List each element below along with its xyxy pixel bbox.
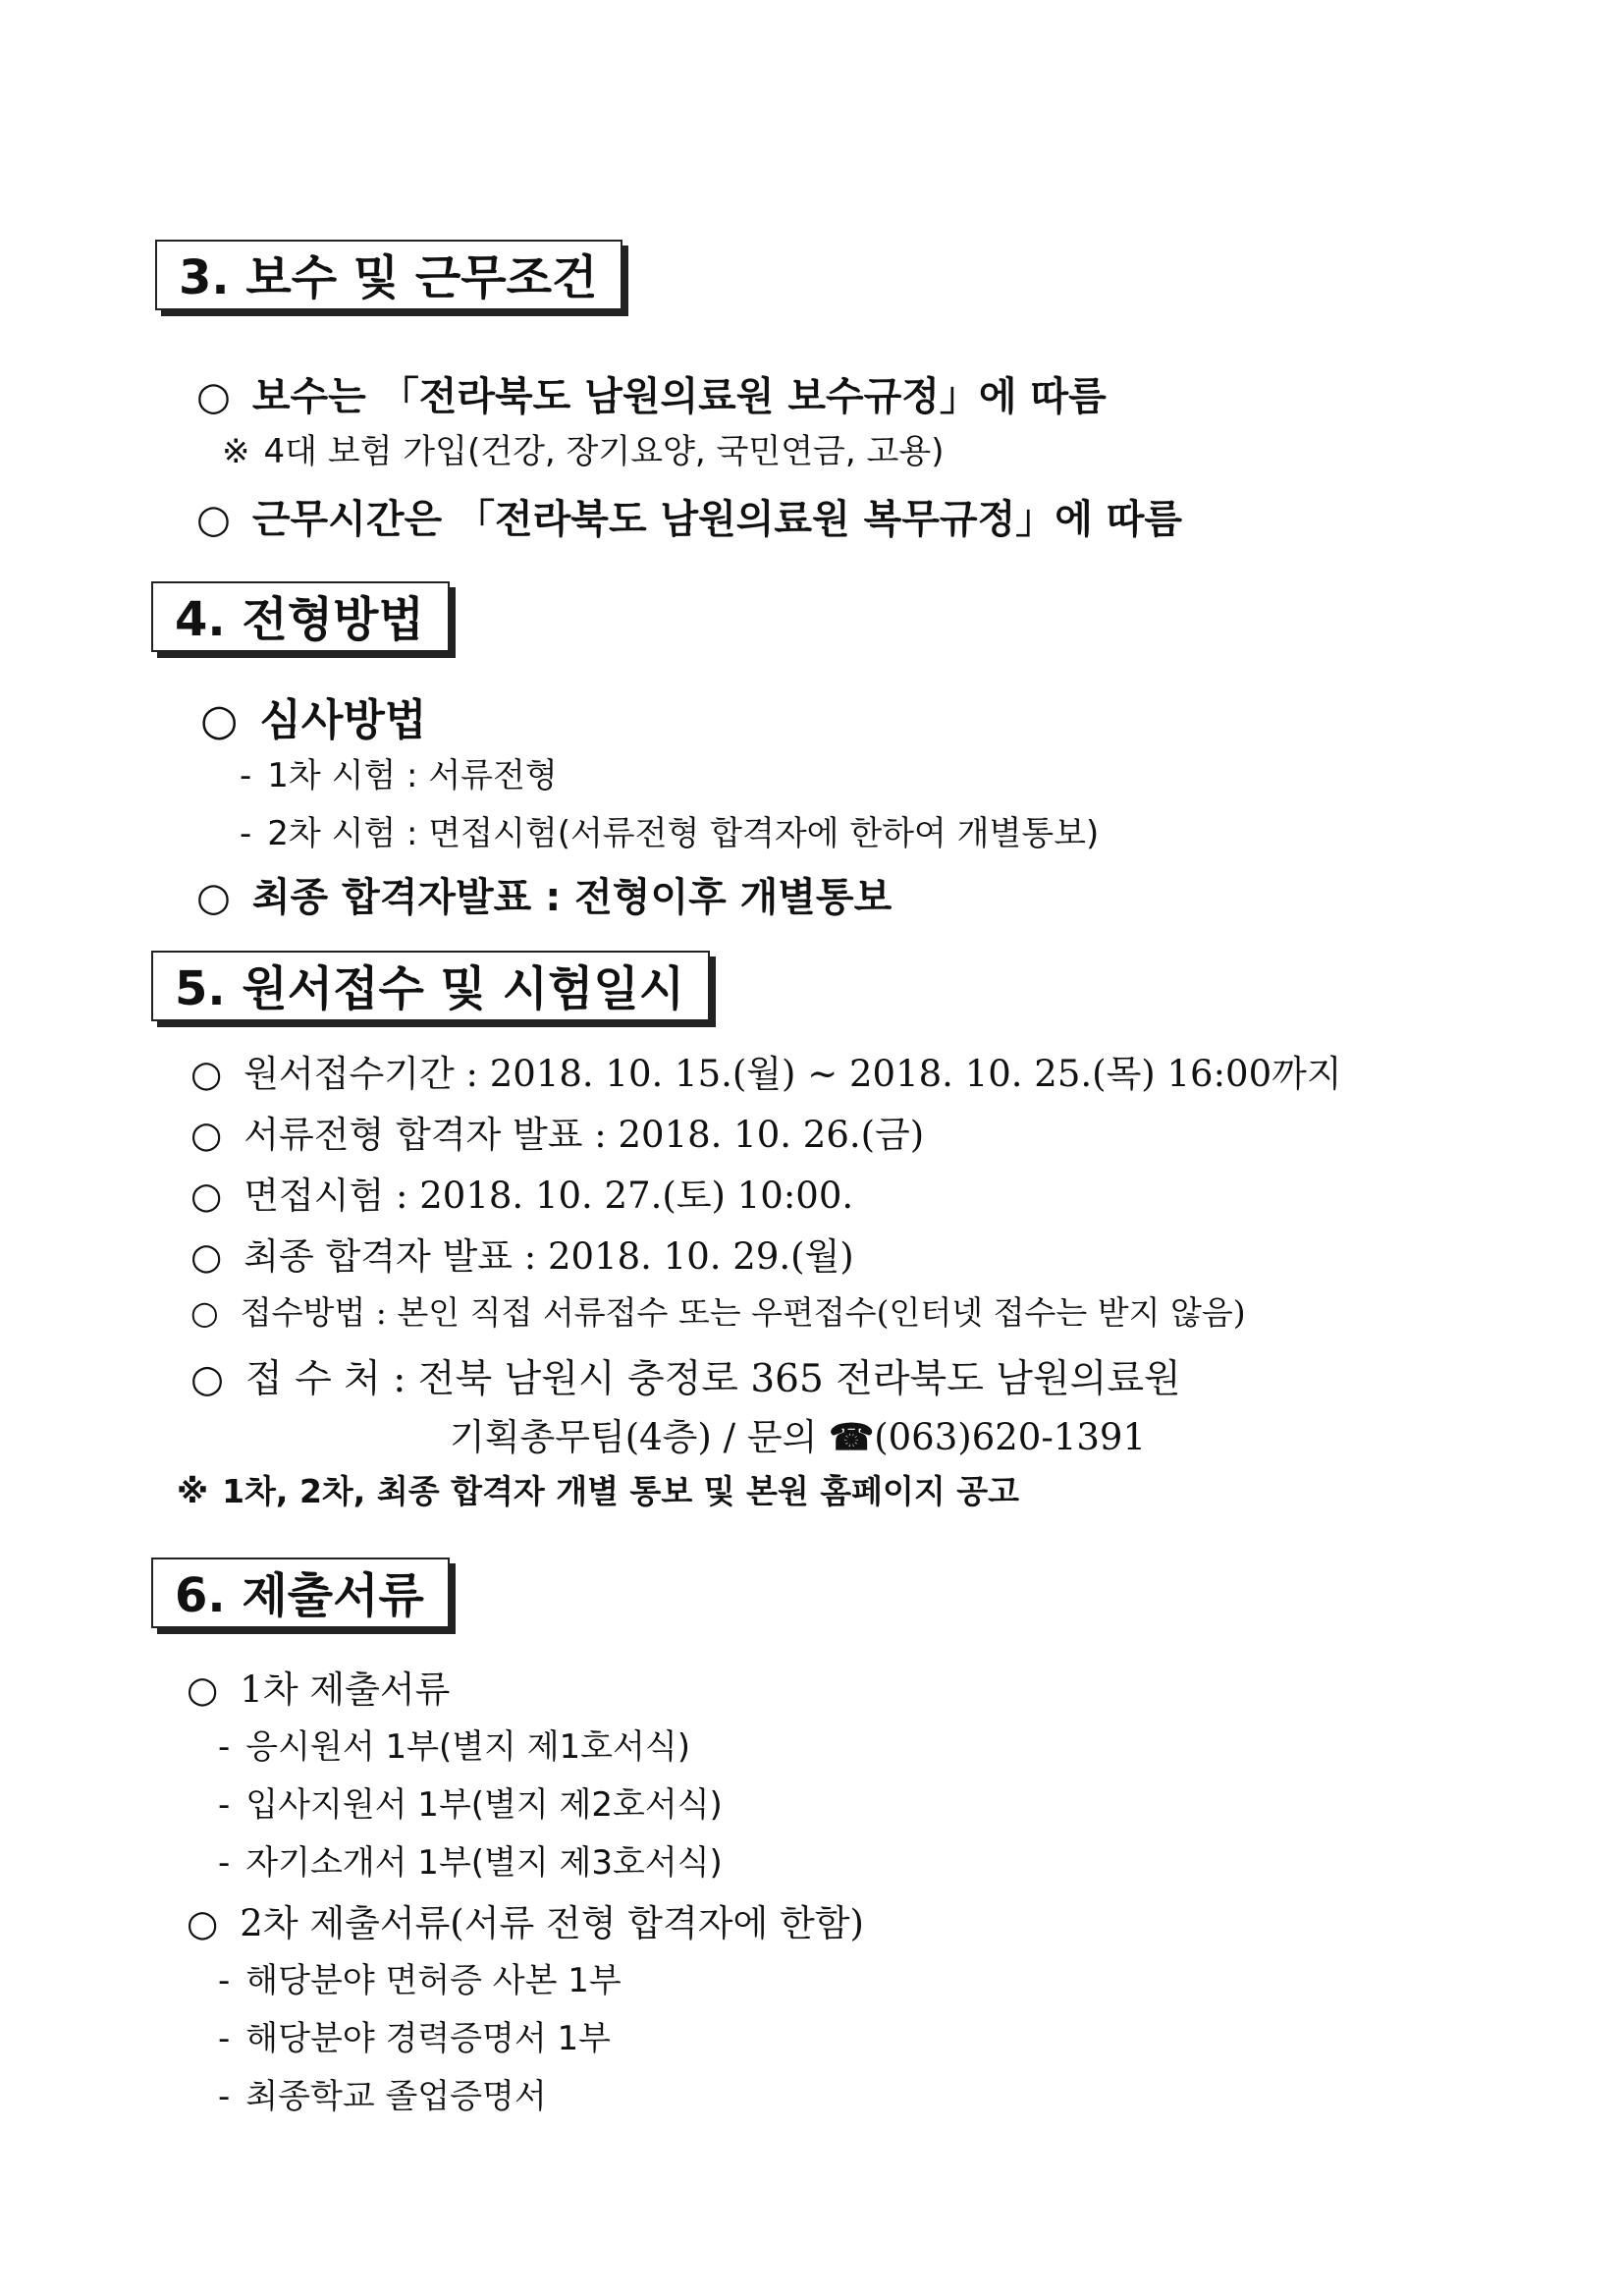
document-item: - 최종학교 졸업증명서 [218,2077,547,2116]
circle-bullet-icon: ○ [190,1114,223,1156]
circle-bullet-icon: ○ [196,374,231,419]
dash-icon: - [218,2077,231,2116]
section-6-heading [151,1558,450,1628]
circle-bullet-icon: ○ [190,1235,223,1278]
dash-icon: - [218,1727,231,1767]
circle-bullet-icon: ○ [200,695,239,745]
section-5-heading-text: 5. 원서접수 및 시험일시 [175,961,685,1016]
document-item: - 입사지원서 1부(별지 제2호서식) [218,1785,723,1825]
step-item: - 2차 시험 : 면접시험(서류전형 합격자에 한하여 개별통보) [240,814,1100,853]
section-3-heading [155,240,622,310]
dash-icon: - [218,1961,231,2000]
dash-icon: - [240,756,252,795]
document-item: - 자기소개서 1부(별지 제3호서식) [218,1843,723,1883]
reference-mark-icon: ※ [177,1472,209,1510]
section-4-heading [151,581,450,652]
circle-bullet-icon: ○ [190,1293,219,1332]
address-line-2: 기획총무팀(4층) / 문의 ☎(063)620-1391 [450,1415,1146,1458]
step-item: - 1차 시험 : 서류전형 [240,756,558,795]
reference-mark-icon: ※ [222,432,250,471]
phone-number: (063)620-1391 [874,1416,1146,1458]
second-documents-title: ○ 2차 제출서류(서류 전형 합격자에 한함) [187,1902,864,1944]
document-item: - 해당분야 면허증 사본 1부 [218,1961,622,2000]
dash-icon: - [240,814,252,853]
salary-item: ○ 보수는 「전라북도 남원의료원 보수규정」에 따름 [196,374,1107,419]
announcement-note: ※ 1차, 2차, 최종 합격자 개별 통보 및 본원 홈페이지 공고 [177,1472,1020,1510]
dash-icon: - [218,2019,231,2058]
circle-bullet-icon: ○ [190,1175,223,1217]
dash-icon: - [218,1785,231,1825]
section-3-heading-text: 3. 보수 및 근무조건 [179,250,598,305]
document-item: - 해당분야 경력증명서 1부 [218,2019,611,2058]
schedule-item: ○ 면접시험 : 2018. 10. 27.(토) 10:00. [190,1175,854,1217]
first-documents-title: ○ 1차 제출서류 [187,1668,451,1711]
dash-icon: - [218,1843,231,1883]
phone-icon: ☎ [829,1415,875,1458]
schedule-item: ○ 서류전형 합격자 발표 : 2018. 10. 26.(금) [190,1114,925,1156]
insurance-note: ※ 4대 보험 가입(건강, 장기요양, 국민연금, 고용) [222,432,945,471]
final-announcement-item: ○ 최종 합격자발표 : 전형이후 개별통보 [196,875,893,920]
schedule-item: ○ 접수방법 : 본인 직접 서류접수 또는 우편접수(인터넷 접수는 받지 않음) [190,1293,1246,1332]
circle-bullet-icon: ○ [196,497,231,542]
circle-bullet-icon: ○ [196,875,231,920]
circle-bullet-icon: ○ [190,1357,225,1401]
circle-bullet-icon: ○ [190,1053,223,1095]
schedule-item: ○ 최종 합격자 발표 : 2018. 10. 29.(월) [190,1235,854,1278]
section-4-heading-text: 4. 전형방법 [175,592,424,647]
schedule-item: ○ 원서접수기간 : 2018. 10. 15.(월) ~ 2018. 10. 25.(목) 16:00까지 [190,1053,1342,1095]
schedule-item: ○ 접 수 처 : 전북 남원시 충정로 365 전라북도 남원의료원 [190,1357,1181,1401]
document-item: - 응시원서 1부(별지 제1호서식) [218,1727,690,1767]
circle-bullet-icon: ○ [187,1902,219,1944]
method-title: ○ 심사방법 [200,695,427,745]
section-5-heading [151,951,710,1021]
section-6-heading-text: 6. 제출서류 [175,1568,424,1623]
work-hours-item: ○ 근무시간은 「전라북도 남원의료원 복무규정」에 따름 [196,497,1183,542]
circle-bullet-icon: ○ [187,1668,219,1711]
